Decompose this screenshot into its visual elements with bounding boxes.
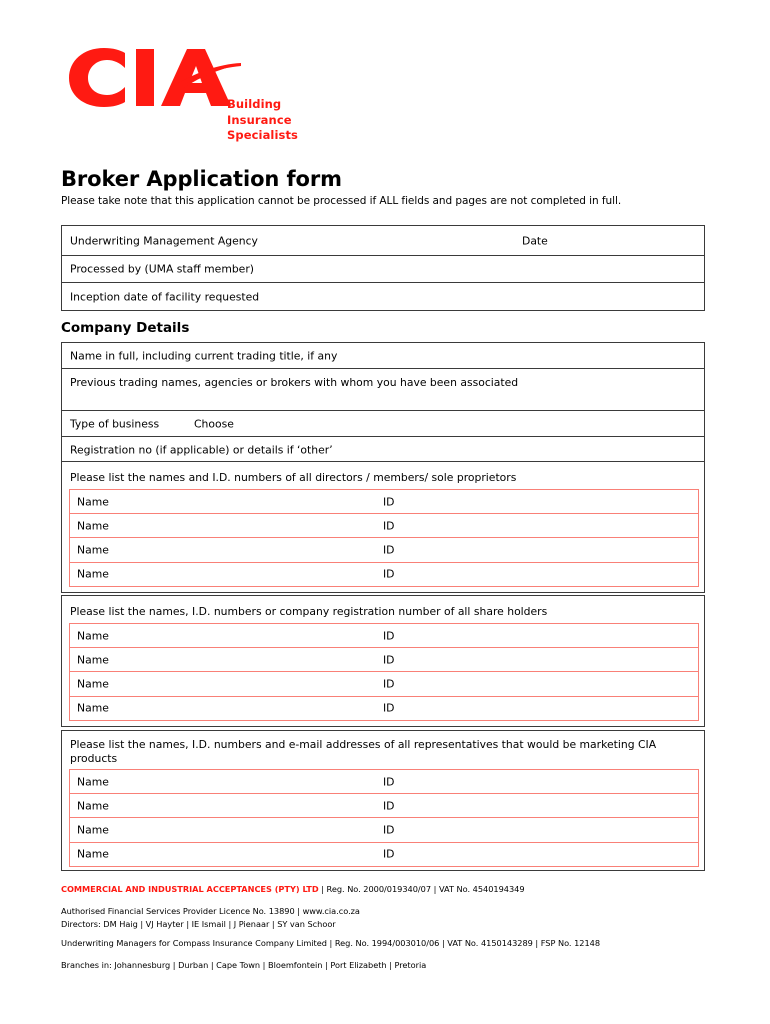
table-row[interactable] [62,343,704,369]
cia-logo-mark [61,42,241,112]
id-field[interactable]: ID [383,677,395,691]
footer-uma-line: Underwriting Managers for Compass Insurance Company Limited | Reg. No. 1994/003010/06 | VAT No. 4150143289 | FSP No. 12148 [61,938,601,948]
table-row[interactable] [69,623,699,649]
representatives-heading: Please list the names, I.D. numbers and e-mail addresses of all representatives that would be marketing CIA products [70,738,657,765]
id-field[interactable]: ID [383,519,395,533]
id-field[interactable]: ID [383,823,395,837]
company-details-table [61,342,705,464]
logo-tagline [227,97,298,144]
name-field[interactable]: Name [77,495,109,509]
name-field[interactable]: Name [77,567,109,581]
cia-logo [61,42,381,152]
logo-tagline-line-1: Building [227,97,282,111]
name-field[interactable]: Name [77,847,109,861]
footer-fsp-line: Authorised Financial Services Provider Licence No. 13890 | www.cia.co.za [61,906,360,916]
representatives-table [61,730,705,871]
footer-branches-line: Branches in: Johannesburg | Durban | Cape Town | Bloemfontein | Port Elizabeth | Pretoria [61,960,427,970]
directors-field-group [69,489,699,587]
shareholders-field-group [69,623,699,721]
id-field[interactable]: ID [383,653,395,667]
inception-date-label: Inception date of facility requested [70,290,260,303]
previous-trading-names-label: Previous trading names, agencies or brokers with whom you have been associated [70,376,519,389]
table-row[interactable] [69,562,699,588]
table-row[interactable] [62,283,704,310]
table-row[interactable] [69,489,699,515]
type-of-business-choose-value[interactable]: Choose [194,417,234,430]
company-name-label: Name in full, including current trading title, if any [70,349,338,362]
id-field[interactable]: ID [383,567,395,581]
directors-table [61,461,705,593]
registration-no-label: Registration no (if applicable) or details if ‘other’ [70,443,333,457]
shareholders-heading: Please list the names, I.D. numbers or company registration number of all share holders [70,605,548,618]
table-row[interactable] [62,369,704,411]
name-field[interactable]: Name [77,653,109,667]
table-row[interactable] [69,513,699,539]
name-field[interactable]: Name [77,775,109,789]
logo-tagline-line-2: Insurance [227,112,292,127]
table-row[interactable] [69,769,699,795]
table-row[interactable] [62,226,704,256]
uma-label: Underwriting Management Agency [70,234,258,247]
page-title: Broker Application form [61,167,342,191]
page-subtitle: Please take note that this application cannot be processed if ALL fields and pages are not completed in full. [61,195,622,207]
table-row[interactable] [62,256,704,283]
name-field[interactable]: Name [77,519,109,533]
name-field[interactable]: Name [77,677,109,691]
table-row[interactable] [69,793,699,819]
logo-tagline-line-3: Specialists [227,128,299,142]
footer-company-regs: | Reg. No. 2000/019340/07 | VAT No. 4540194349 [318,884,525,894]
table-row-type-of-business[interactable] [62,411,704,437]
processed-by-label: Processed by (UMA staff member) [70,262,254,276]
representatives-field-group [69,769,699,867]
footer-company-legal [61,884,525,894]
type-of-business-label: Type of business [70,417,160,430]
section-title-company-details: Company Details [61,320,190,336]
table-row[interactable] [69,647,699,673]
table-row[interactable] [69,817,699,843]
id-field[interactable]: ID [383,629,395,643]
table-row[interactable] [69,696,699,722]
name-field[interactable]: Name [77,629,109,643]
id-field[interactable]: ID [383,799,395,813]
id-field[interactable]: ID [383,701,395,715]
footer-company-name: COMMERCIAL AND INDUSTRIAL ACCEPTANCES (PTY) LTD [61,884,319,894]
name-field[interactable]: Name [77,823,109,837]
id-field[interactable]: ID [383,775,395,789]
name-field[interactable]: Name [77,543,109,557]
id-field[interactable]: ID [383,543,395,557]
footer-directors-line: Directors: DM Haig | VJ Hayter | IE Ismail | J Pienaar | SY van Schoor [61,919,336,929]
table-row[interactable] [69,671,699,697]
id-field[interactable]: ID [383,495,395,509]
admin-table [61,225,705,311]
id-field[interactable]: ID [383,847,395,861]
date-label: Date [522,234,548,247]
table-row[interactable] [69,537,699,563]
name-field[interactable]: Name [77,799,109,813]
name-field[interactable]: Name [77,701,109,715]
table-row[interactable] [69,842,699,868]
shareholders-table [61,595,705,727]
directors-heading: Please list the names and I.D. numbers of all directors / members/ sole proprietors [70,471,517,484]
table-row[interactable] [62,437,704,463]
